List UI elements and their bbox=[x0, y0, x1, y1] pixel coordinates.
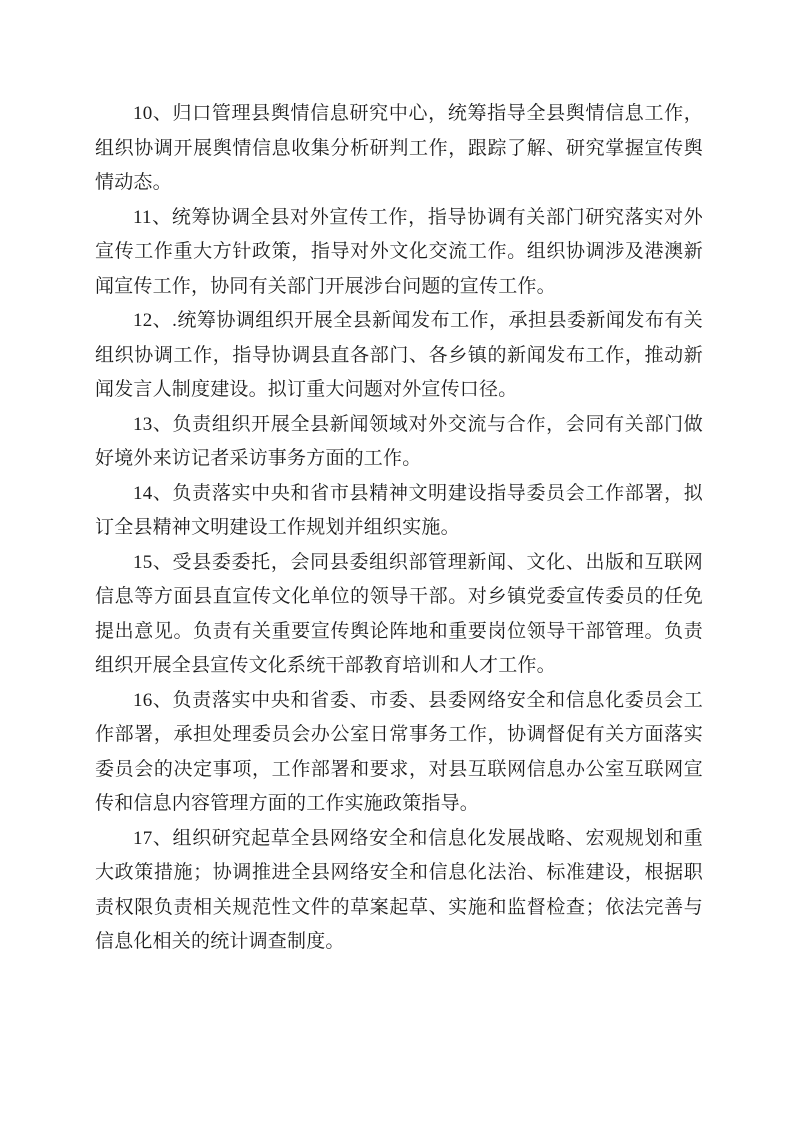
document-body-text bbox=[95, 97, 703, 960]
paragraph-item-15: 15、受县委委托，会同县委组织部管理新闻、文化、出版和互联网信息等方面县直宣传文化单位的领导干部。对乡镇党委宣传委员的任免提出意见。负责有关重要宣传舆论阵地和重要岗位领导干部管理。负责组织开展全县宣传文化系统干部教育培训和人才工作。 bbox=[95, 551, 703, 676]
paragraph-item-17: 17、组织研究起草全县网络安全和信息化发展战略、宏观规划和重大政策措施；协调推进全县网络安全和信息化法治、标准建设，根据职责权限负责相关规范性文件的草案起草、实施和监督检查；依法完善与信息化相关的统计调查制度。 bbox=[95, 827, 703, 952]
paragraph-item-12: 12、.统筹协调组织开展全县新闻发布工作，承担县委新闻发布有关组织协调工作，指导协调县直各部门、各乡镇的新闻发布工作，推动新闻发言人制度建设。拟订重大问题对外宣传口径。 bbox=[95, 310, 703, 400]
paragraph-item-14: 14、负责落实中央和省市县精神文明建设指导委员会工作部署，拟订全县精神文明建设工作规划并组织实施。 bbox=[95, 482, 703, 538]
paragraph-item-10: 10、归口管理县舆情信息研究中心，统筹指导全县舆情信息工作，组织协调开展舆情信息收集分析研判工作，跟踪了解、研究掌握宣传舆情动态。 bbox=[95, 103, 703, 193]
paragraph-item-13: 13、负责组织开展全县新闻领域对外交流与合作，会同有关部门做好境外来访记者采访事务方面的工作。 bbox=[95, 413, 703, 469]
paragraph-item-16: 16、负责落实中央和省委、市委、县委网络安全和信息化委员会工作部署，承担处理委员会办公室日常事务工作，协调督促有关方面落实委员会的决定事项，工作部署和要求，对县互联网信息办公室互联网宣传和信息内容管理方面的工作实施政策指导。 bbox=[95, 689, 703, 814]
paragraph-item-11: 11、统筹协调全县对外宣传工作，指导协调有关部门研究落实对外宣传工作重大方针政策，指导对外文化交流工作。组织协调涉及港澳新闻宣传工作，协同有关部门开展涉台问题的宣传工作。 bbox=[95, 206, 703, 297]
